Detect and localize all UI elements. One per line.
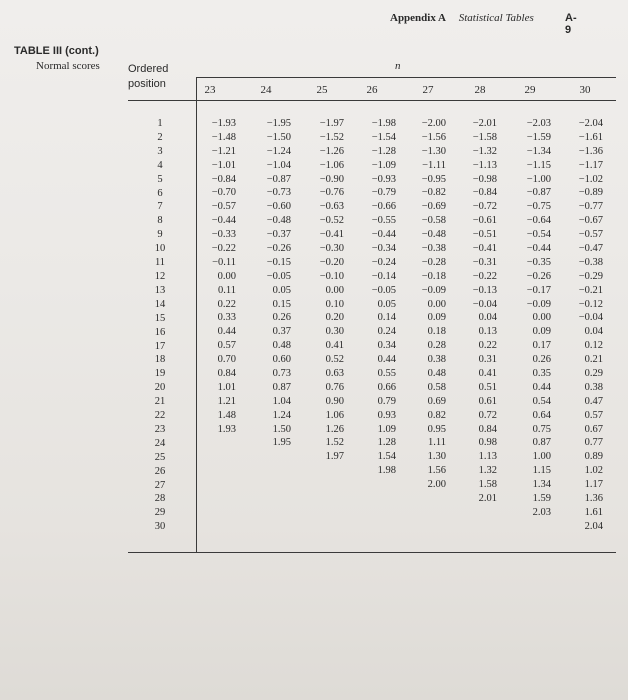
score-cell: −1.00 bbox=[526, 173, 551, 185]
position-18: 18 bbox=[154, 354, 166, 366]
score-cell: −1.97 bbox=[319, 118, 344, 129]
score-column-n28 bbox=[447, 117, 497, 506]
score-cell: −0.21 bbox=[578, 284, 603, 296]
score-cell: 0.98 bbox=[478, 437, 497, 449]
score-cell: −1.58 bbox=[472, 131, 497, 143]
score-cell: 0.15 bbox=[272, 298, 291, 310]
score-cell: 1.01 bbox=[217, 381, 236, 393]
score-cell: 0.47 bbox=[584, 395, 603, 407]
score-cell: −0.41 bbox=[472, 243, 497, 255]
score-cell: 0.60 bbox=[272, 354, 291, 366]
position-10: 10 bbox=[154, 243, 166, 255]
score-cell: −0.29 bbox=[578, 270, 603, 282]
score-cell: 0.44 bbox=[377, 354, 396, 366]
score-cell: −0.61 bbox=[472, 215, 497, 227]
position-20: 20 bbox=[154, 382, 166, 394]
score-cell: −0.11 bbox=[212, 256, 236, 268]
n-header-26: 26 bbox=[366, 84, 378, 96]
position-27: 27 bbox=[154, 479, 166, 491]
position-9: 9 bbox=[157, 229, 163, 241]
header-rule-top bbox=[196, 77, 616, 78]
score-cell: 0.22 bbox=[478, 340, 497, 352]
score-cell: −1.26 bbox=[319, 145, 344, 157]
score-cell: −0.44 bbox=[371, 229, 396, 241]
table-subtitle: Normal scores bbox=[36, 60, 100, 72]
score-cell: 0.84 bbox=[478, 423, 497, 435]
score-cell: 0.22 bbox=[217, 298, 236, 310]
position-17: 17 bbox=[154, 340, 166, 352]
score-cell: −0.93 bbox=[371, 173, 396, 185]
score-cell: 0.38 bbox=[584, 381, 603, 393]
score-cell: 0.12 bbox=[584, 340, 603, 352]
score-cell: 1.54 bbox=[377, 451, 396, 463]
score-cell: 0.72 bbox=[478, 409, 497, 421]
score-cell: −0.09 bbox=[421, 284, 446, 296]
score-cell: −0.63 bbox=[319, 201, 344, 213]
score-cell: −0.60 bbox=[266, 201, 291, 213]
score-cell: −0.13 bbox=[472, 284, 497, 296]
score-cell: 1.02 bbox=[584, 465, 603, 477]
score-cell: 0.00 bbox=[532, 312, 551, 324]
score-cell: −1.24 bbox=[266, 145, 291, 157]
position-19: 19 bbox=[154, 368, 166, 380]
score-cell: 1.93 bbox=[217, 423, 236, 435]
position-12: 12 bbox=[154, 270, 166, 282]
n-header-28: 28 bbox=[474, 84, 486, 96]
score-cell: 0.87 bbox=[532, 437, 551, 449]
score-cell: 0.14 bbox=[377, 312, 396, 324]
score-cell: −0.24 bbox=[371, 256, 396, 268]
position-29: 29 bbox=[154, 507, 166, 519]
score-cell: 1.13 bbox=[478, 451, 497, 463]
n-header-29: 29 bbox=[524, 84, 536, 96]
score-cell: −1.09 bbox=[371, 159, 396, 171]
score-cell: 0.79 bbox=[377, 395, 396, 407]
score-cell: −1.02 bbox=[578, 173, 603, 185]
score-cell: 0.29 bbox=[584, 368, 603, 380]
position-28: 28 bbox=[154, 493, 166, 505]
score-cell: 0.30 bbox=[325, 326, 344, 338]
score-cell: 1.30 bbox=[427, 451, 446, 463]
score-cell: −1.56 bbox=[421, 131, 446, 143]
score-cell: −0.41 bbox=[319, 229, 344, 241]
n-header-25: 25 bbox=[316, 84, 328, 96]
score-cell: −0.72 bbox=[472, 201, 497, 213]
ordered-position-header bbox=[128, 62, 168, 92]
table-title: TABLE III (cont.) bbox=[14, 45, 99, 57]
score-column-n29 bbox=[501, 117, 551, 520]
score-cell: 0.05 bbox=[272, 284, 291, 296]
table-bottom-rule bbox=[128, 552, 616, 553]
score-cell: −0.38 bbox=[578, 256, 603, 268]
score-cell: −1.01 bbox=[211, 159, 236, 171]
position-3: 3 bbox=[157, 145, 163, 157]
score-cell: −2.01 bbox=[472, 118, 497, 129]
score-cell: 0.89 bbox=[584, 451, 603, 463]
score-cell: −1.17 bbox=[578, 159, 603, 171]
score-cell: 1.32 bbox=[478, 465, 497, 477]
score-cell: 0.64 bbox=[532, 409, 551, 421]
position-1: 1 bbox=[157, 118, 163, 129]
score-cell: 0.52 bbox=[325, 354, 344, 366]
score-cell: −1.15 bbox=[526, 159, 551, 171]
score-cell: 0.35 bbox=[532, 368, 551, 380]
score-cell: 1.09 bbox=[377, 423, 396, 435]
score-cell: 0.57 bbox=[217, 340, 236, 352]
score-cell: 1.15 bbox=[532, 465, 551, 477]
score-cell: 1.48 bbox=[217, 409, 236, 421]
score-cell: −0.84 bbox=[211, 173, 236, 185]
score-cell: 1.56 bbox=[427, 465, 446, 477]
position-15: 15 bbox=[154, 312, 166, 324]
score-cell: −0.89 bbox=[578, 187, 603, 199]
score-cell: 0.04 bbox=[478, 312, 497, 324]
score-cell: −0.34 bbox=[371, 243, 396, 255]
score-cell: −0.79 bbox=[371, 187, 396, 199]
score-cell: −0.84 bbox=[472, 187, 497, 199]
score-cell: 1.52 bbox=[325, 437, 344, 449]
score-cell: −1.98 bbox=[371, 118, 396, 129]
score-cell: −0.48 bbox=[266, 215, 291, 227]
score-cell: −0.12 bbox=[578, 298, 603, 310]
score-cell: −0.04 bbox=[578, 312, 603, 324]
position-22: 22 bbox=[154, 410, 166, 422]
score-cell: 2.04 bbox=[584, 520, 603, 532]
score-cell: −0.44 bbox=[526, 243, 551, 255]
score-cell: 2.03 bbox=[532, 506, 551, 518]
score-cell: −0.54 bbox=[526, 229, 551, 241]
score-cell: −0.57 bbox=[211, 201, 236, 213]
n-header-24: 24 bbox=[260, 84, 272, 96]
score-cell: −2.04 bbox=[578, 118, 603, 129]
score-cell: 0.58 bbox=[427, 381, 446, 393]
score-cell: 0.63 bbox=[325, 368, 344, 380]
score-cell: 0.00 bbox=[217, 270, 236, 282]
score-column-n23 bbox=[186, 117, 236, 436]
score-cell: −0.52 bbox=[319, 215, 344, 227]
score-cell: 0.55 bbox=[377, 368, 396, 380]
position-4: 4 bbox=[157, 159, 163, 171]
score-cell: −2.03 bbox=[526, 118, 551, 129]
score-cell: 0.10 bbox=[325, 298, 344, 310]
score-cell: −0.20 bbox=[319, 256, 344, 268]
score-cell: −0.82 bbox=[421, 187, 446, 199]
score-cell: −0.26 bbox=[266, 243, 291, 255]
score-cell: −1.36 bbox=[578, 145, 603, 157]
score-cell: −0.73 bbox=[266, 187, 291, 199]
score-cell: 0.73 bbox=[272, 368, 291, 380]
score-cell: 1.59 bbox=[532, 493, 551, 505]
score-cell: 1.98 bbox=[377, 465, 396, 477]
score-cell: −1.54 bbox=[371, 131, 396, 143]
score-cell: 0.13 bbox=[478, 326, 497, 338]
score-cell: −0.31 bbox=[472, 256, 497, 268]
score-cell: −1.21 bbox=[211, 145, 236, 157]
score-cell: −0.77 bbox=[578, 201, 603, 213]
score-cell: 1.17 bbox=[584, 479, 603, 491]
score-cell: −0.87 bbox=[266, 173, 291, 185]
score-cell: −1.11 bbox=[422, 159, 446, 171]
score-cell: 1.58 bbox=[478, 479, 497, 491]
score-cell: 0.00 bbox=[325, 284, 344, 296]
score-cell: 1.50 bbox=[272, 423, 291, 435]
score-cell: 0.26 bbox=[272, 312, 291, 324]
position-2: 2 bbox=[157, 131, 163, 143]
score-cell: 1.24 bbox=[272, 409, 291, 421]
position-6: 6 bbox=[157, 187, 163, 199]
score-cell: −1.50 bbox=[266, 131, 291, 143]
score-cell: −0.47 bbox=[578, 243, 603, 255]
score-cell: 0.66 bbox=[377, 381, 396, 393]
score-cell: 0.31 bbox=[478, 354, 497, 366]
score-cell: 2.00 bbox=[427, 479, 446, 491]
score-cell: 0.18 bbox=[427, 326, 446, 338]
score-cell: −0.22 bbox=[472, 270, 497, 282]
score-cell: −0.44 bbox=[211, 215, 236, 227]
score-cell: −1.59 bbox=[526, 131, 551, 143]
position-8: 8 bbox=[157, 215, 163, 227]
score-cell: 2.01 bbox=[478, 493, 497, 505]
score-cell: −0.67 bbox=[578, 215, 603, 227]
score-cell: 0.41 bbox=[325, 340, 344, 352]
score-cell: 0.84 bbox=[217, 368, 236, 380]
score-cell: 0.82 bbox=[427, 409, 446, 421]
n-header-23: 23 bbox=[204, 84, 216, 96]
score-cell: −1.28 bbox=[371, 145, 396, 157]
score-cell: 0.09 bbox=[532, 326, 551, 338]
score-cell: 0.93 bbox=[377, 409, 396, 421]
score-cell: 0.57 bbox=[584, 409, 603, 421]
score-cell: 0.48 bbox=[427, 368, 446, 380]
score-cell: 0.69 bbox=[427, 395, 446, 407]
score-cell: −0.58 bbox=[421, 215, 446, 227]
score-column-n26 bbox=[346, 117, 396, 478]
score-cell: 0.90 bbox=[325, 395, 344, 407]
score-cell: −0.76 bbox=[319, 187, 344, 199]
score-cell: −0.57 bbox=[578, 229, 603, 241]
score-cell: −0.33 bbox=[211, 229, 236, 241]
position-11: 11 bbox=[154, 257, 166, 269]
n-header-30: 30 bbox=[579, 84, 591, 96]
score-cell: 0.41 bbox=[478, 368, 497, 380]
score-cell: 1.97 bbox=[325, 451, 344, 463]
score-cell: 0.38 bbox=[427, 354, 446, 366]
score-cell: 0.54 bbox=[532, 395, 551, 407]
score-cell: −0.17 bbox=[526, 284, 551, 296]
score-cell: 1.34 bbox=[532, 479, 551, 491]
score-cell: 0.28 bbox=[427, 340, 446, 352]
position-13: 13 bbox=[154, 284, 166, 296]
score-cell: 0.76 bbox=[325, 381, 344, 393]
score-cell: −0.75 bbox=[526, 201, 551, 213]
score-cell: −0.38 bbox=[421, 243, 446, 255]
score-cell: 0.51 bbox=[478, 381, 497, 393]
score-cell: 1.06 bbox=[325, 409, 344, 421]
position-label-line1: Ordered bbox=[128, 63, 169, 75]
score-cell: −0.28 bbox=[421, 256, 446, 268]
score-cell: −0.98 bbox=[472, 173, 497, 185]
score-cell: 0.70 bbox=[217, 354, 236, 366]
score-cell: 1.36 bbox=[584, 493, 603, 505]
score-cell: −0.64 bbox=[526, 215, 551, 227]
score-cell: 1.61 bbox=[584, 506, 603, 518]
score-cell: −0.55 bbox=[371, 215, 396, 227]
score-cell: 1.95 bbox=[272, 437, 291, 449]
score-cell: 0.95 bbox=[427, 423, 446, 435]
score-cell: −0.09 bbox=[526, 298, 551, 310]
score-cell: −0.26 bbox=[526, 270, 551, 282]
score-cell: −1.52 bbox=[319, 131, 344, 143]
score-cell: 0.61 bbox=[478, 395, 497, 407]
score-cell: −1.48 bbox=[211, 131, 236, 143]
score-cell: −2.00 bbox=[421, 118, 446, 129]
page-number: A-9 bbox=[565, 12, 577, 36]
score-cell: −0.66 bbox=[371, 201, 396, 213]
score-cell: −0.22 bbox=[211, 243, 236, 255]
score-cell: −0.04 bbox=[472, 298, 497, 310]
score-cell: 1.04 bbox=[272, 395, 291, 407]
score-cell: 0.24 bbox=[377, 326, 396, 338]
score-cell: −1.95 bbox=[266, 118, 291, 129]
score-cell: −1.93 bbox=[211, 118, 236, 129]
score-cell: −0.69 bbox=[421, 201, 446, 213]
position-16: 16 bbox=[154, 326, 166, 338]
score-cell: −0.48 bbox=[421, 229, 446, 241]
score-cell: −0.95 bbox=[421, 173, 446, 185]
score-cell: −0.14 bbox=[371, 270, 396, 282]
score-cell: −0.90 bbox=[319, 173, 344, 185]
score-cell: −1.61 bbox=[578, 131, 603, 143]
score-cell: −0.51 bbox=[472, 229, 497, 241]
score-cell: 0.04 bbox=[584, 326, 603, 338]
score-cell: 0.17 bbox=[532, 340, 551, 352]
position-label-line2: position bbox=[128, 78, 166, 90]
score-column-n27 bbox=[396, 117, 446, 492]
score-cell: 0.11 bbox=[218, 284, 236, 296]
score-cell: 0.00 bbox=[427, 298, 446, 310]
score-cell: −0.30 bbox=[319, 243, 344, 255]
score-cell: 0.20 bbox=[325, 312, 344, 324]
score-column-n25 bbox=[294, 117, 344, 464]
position-21: 21 bbox=[154, 396, 166, 408]
score-cell: −0.37 bbox=[266, 229, 291, 241]
ordered-position-list bbox=[140, 117, 180, 534]
score-cell: 0.37 bbox=[272, 326, 291, 338]
score-cell: 0.21 bbox=[584, 354, 603, 366]
score-cell: 1.28 bbox=[377, 437, 396, 449]
score-cell: 0.26 bbox=[532, 354, 551, 366]
header-rule-bottom bbox=[128, 100, 616, 101]
score-cell: 0.34 bbox=[377, 340, 396, 352]
score-cell: −0.87 bbox=[526, 187, 551, 199]
score-cell: 0.67 bbox=[584, 423, 603, 435]
score-cell: 0.87 bbox=[272, 381, 291, 393]
score-cell: 0.77 bbox=[584, 437, 603, 449]
position-24: 24 bbox=[154, 437, 166, 449]
score-cell: −0.35 bbox=[526, 256, 551, 268]
score-cell: −1.04 bbox=[266, 159, 291, 171]
score-cell: 0.44 bbox=[532, 381, 551, 393]
score-cell: 0.48 bbox=[272, 340, 291, 352]
score-cell: 0.33 bbox=[217, 312, 236, 324]
score-cell: −0.70 bbox=[211, 187, 236, 199]
score-cell: 1.26 bbox=[325, 423, 344, 435]
section-title: Statistical Tables bbox=[458, 12, 534, 24]
score-cell: −1.06 bbox=[319, 159, 344, 171]
score-column-n30 bbox=[553, 117, 603, 534]
score-cell: 0.09 bbox=[427, 312, 446, 324]
score-cell: 1.21 bbox=[217, 395, 236, 407]
position-14: 14 bbox=[154, 298, 166, 310]
score-cell: −0.15 bbox=[266, 256, 291, 268]
score-cell: −0.10 bbox=[319, 270, 344, 282]
position-26: 26 bbox=[154, 465, 166, 477]
score-cell: −1.32 bbox=[472, 145, 497, 157]
score-cell: −0.05 bbox=[266, 270, 291, 282]
score-cell: 1.00 bbox=[532, 451, 551, 463]
score-column-n24 bbox=[241, 117, 291, 450]
score-cell: −1.13 bbox=[472, 159, 497, 171]
appendix-label: Appendix A bbox=[390, 12, 446, 24]
position-7: 7 bbox=[157, 201, 163, 213]
score-cell: −0.18 bbox=[421, 270, 446, 282]
score-cell: 0.75 bbox=[532, 423, 551, 435]
score-cell: 0.05 bbox=[377, 298, 396, 310]
score-cell: 1.11 bbox=[428, 437, 446, 449]
position-5: 5 bbox=[157, 173, 163, 185]
n-label: n bbox=[395, 60, 401, 72]
score-cell: −1.30 bbox=[421, 145, 446, 157]
score-cell: −1.34 bbox=[526, 145, 551, 157]
position-23: 23 bbox=[154, 423, 166, 435]
score-cell: 0.44 bbox=[217, 326, 236, 338]
score-cell: −0.05 bbox=[371, 284, 396, 296]
n-header-27: 27 bbox=[422, 84, 434, 96]
position-25: 25 bbox=[154, 451, 166, 463]
position-30: 30 bbox=[154, 521, 166, 533]
